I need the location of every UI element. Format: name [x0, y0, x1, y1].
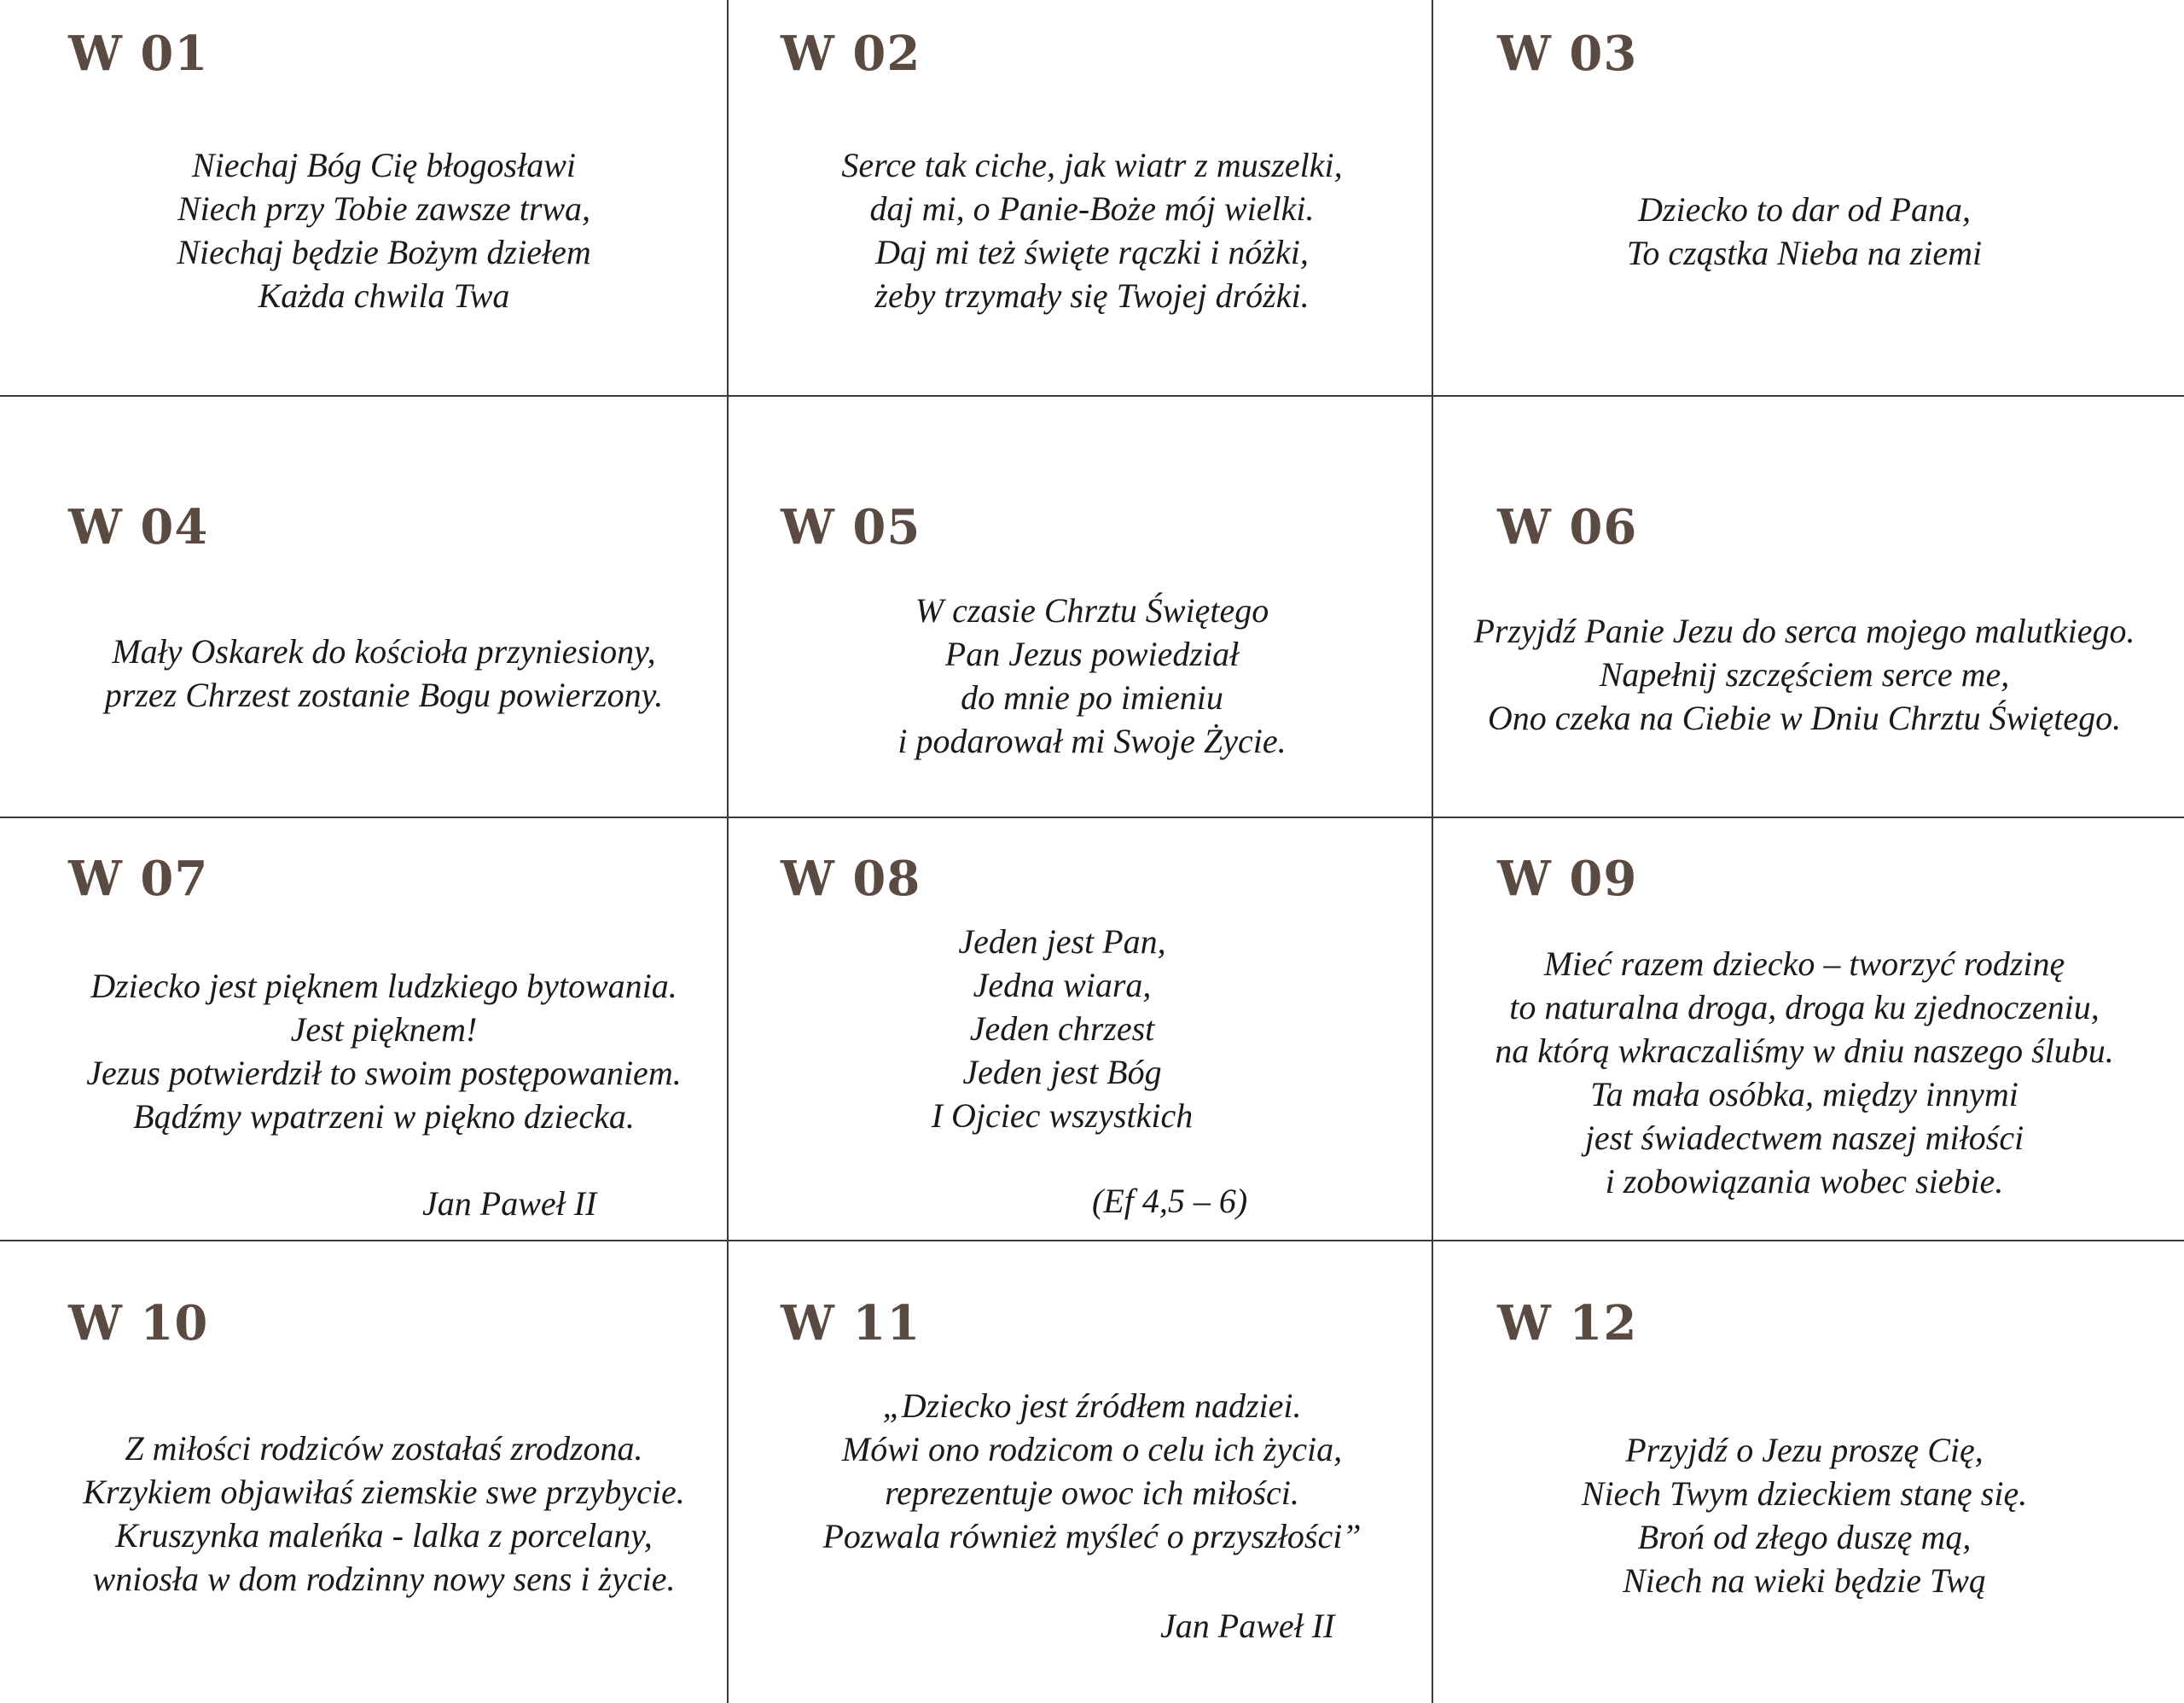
- card-verse: [751, 920, 1374, 1137]
- verse-line: Każda chwila Twa: [258, 276, 510, 315]
- verse-line: To cząstka Nieba na ziemi: [1626, 234, 1983, 272]
- verse-line: Broń od złego duszę mą,: [1637, 1518, 1972, 1556]
- card-code: W 11: [781, 1295, 921, 1351]
- verse-line: Niech przy Tobie zawsze trwa,: [177, 189, 591, 228]
- card-code: W 03: [1497, 26, 1638, 82]
- verse-line: Jedna wiara,: [973, 966, 1152, 1004]
- verse-line: to naturalna droga, droga ku zjednoczeniu,: [1509, 988, 2100, 1026]
- verse-line: Serce tak ciche, jak wiatr z muszelki,: [841, 146, 1343, 184]
- verse-line: Niechaj Bóg Cię błogosławi: [192, 146, 576, 184]
- verse-line: Mały Oskarek do kościoła przyniesiony,: [112, 632, 656, 671]
- card-verse: [1450, 1428, 2158, 1602]
- verse-line: i zobowiązania wobec siebie.: [1605, 1162, 2004, 1200]
- card-code: W 01: [68, 26, 209, 82]
- card-code: W 07: [68, 851, 209, 907]
- card-code: W 12: [1497, 1295, 1638, 1351]
- verse-line: Jest pięknem!: [290, 1010, 478, 1049]
- verse-line: Jeden chrzest: [969, 1009, 1155, 1048]
- verse-line: W czasie Chrztu Świętego: [915, 591, 1269, 630]
- verse-line: Ono czeka na Ciebie w Dniu Chrztu Świętego.: [1487, 699, 2122, 737]
- verse-line: Pozwala również myśleć o przyszłości”: [822, 1517, 1362, 1555]
- verse-line: Ta mała osóbka, między innymi: [1590, 1075, 2018, 1113]
- card-code: W 06: [1497, 499, 1638, 555]
- verse-line: Przyjdź o Jezu proszę Cię,: [1625, 1431, 1984, 1469]
- card-code: W 08: [781, 851, 921, 907]
- verse-line: jest świadectwem naszej miłości: [1584, 1119, 2024, 1157]
- verse-line: „Dziecko jest źródłem nadziei.: [882, 1386, 1302, 1425]
- verse-line: Jeden jest Bóg: [962, 1053, 1162, 1091]
- verse-line: Bądźmy wpatrzeni w piękno dziecka.: [133, 1097, 635, 1136]
- verse-line: i podarował mi Swoje Życie.: [897, 722, 1287, 760]
- verse-line: Jeden jest Pan,: [958, 922, 1166, 961]
- verse-line: Kruszynka maleńka - lalka z porcelany,: [115, 1516, 653, 1555]
- card-code: W 09: [1497, 851, 1638, 907]
- grid-divider-horizontal: [0, 817, 2184, 818]
- card-verse: [0, 964, 768, 1138]
- card-code: W 10: [68, 1295, 209, 1351]
- verse-line: wniosła w dom rodzinny nowy sens i życie.: [92, 1560, 676, 1598]
- verse-line: Jezus potwierdził to swoim postępowaniem.: [86, 1054, 682, 1092]
- verse-line: I Ojciec wszystkich: [931, 1096, 1194, 1135]
- card-attribution: (Ef 4,5 – 6): [1092, 1182, 1248, 1220]
- verse-line: Dziecko jest pięknem ludzkiego bytowania.: [90, 967, 677, 1005]
- verse-line: Przyjdź Panie Jezu do serca mojego malutkiego.: [1473, 612, 2135, 650]
- verse-line: Mieć razem dziecko – tworzyć rodzinę: [1543, 944, 2065, 983]
- card-code: W 02: [781, 26, 921, 82]
- card-code: W 05: [781, 499, 921, 555]
- verse-line: Daj mi też święte rączki i nóżki,: [875, 233, 1309, 271]
- card-attribution: Jan Paweł II: [422, 1184, 597, 1223]
- verse-line: Krzykiem objawiłaś ziemskie swe przybycie.: [83, 1473, 685, 1511]
- grid-divider-horizontal: [0, 1240, 2184, 1241]
- verse-line: Mówi ono rodzicom o celu ich życia,: [841, 1430, 1343, 1468]
- verse-line: Niechaj będzie Bożym dziełem: [177, 233, 591, 271]
- verse-line: Dziecko to dar od Pana,: [1638, 190, 1971, 229]
- verse-line: daj mi, o Panie-Boże mój wielki.: [869, 189, 1315, 228]
- card-verse: [0, 630, 768, 717]
- verse-line: żeby trzymały się Twojej dróżki.: [874, 276, 1310, 315]
- card-code: W 04: [68, 499, 209, 555]
- verse-line: Niech Twym dzieckiem stanę się.: [1581, 1474, 2028, 1513]
- verse-line: na którą wkraczaliśmy w dniu naszego ślubu.: [1495, 1032, 2114, 1070]
- verse-line: reprezentuje owoc ich miłości.: [885, 1473, 1299, 1512]
- grid-divider-horizontal: [0, 395, 2184, 397]
- card-verse: [0, 143, 768, 317]
- card-verse: [1450, 942, 2158, 1203]
- card-verse: [1450, 188, 2158, 275]
- verse-line: Napełnij szczęściem serce me,: [1599, 655, 2010, 694]
- verse-line: przez Chrzest zostanie Bogu powierzony.: [104, 676, 664, 714]
- verse-line: Pan Jezus powiedział: [944, 635, 1240, 673]
- card-verse: [1450, 609, 2158, 740]
- card-verse: [751, 589, 1433, 763]
- card-verse: [751, 143, 1433, 317]
- verse-line: Niech na wieki będzie Twą: [1623, 1561, 1986, 1600]
- verse-line: do mnie po imieniu: [961, 678, 1223, 717]
- card-attribution: Jan Paweł II: [1160, 1607, 1335, 1645]
- card-verse: [0, 1427, 768, 1601]
- card-verse: [751, 1384, 1433, 1558]
- verse-line: Z miłości rodziców zostałaś zrodzona.: [125, 1429, 643, 1468]
